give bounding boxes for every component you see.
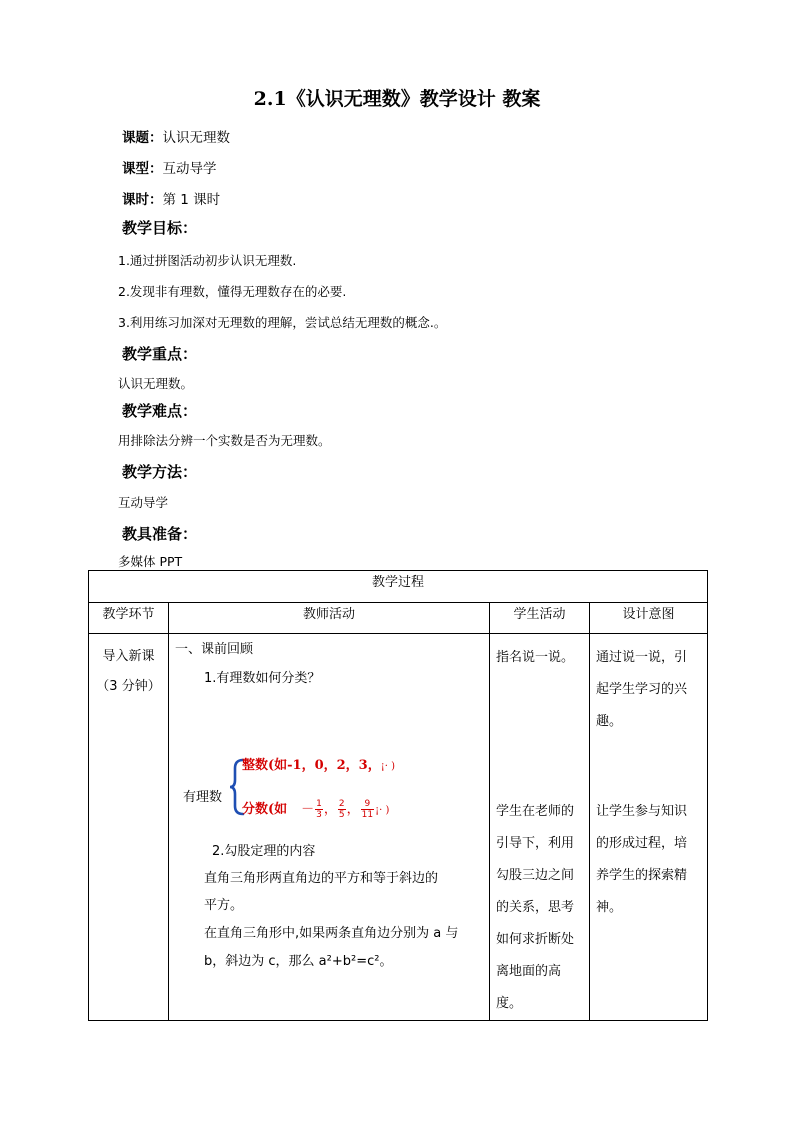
intent-line: 神。	[596, 900, 623, 915]
integers-text: 整数(如-1，0，2，3，	[242, 758, 381, 773]
key-text: 认识无理数。	[118, 376, 194, 391]
review-heading: 一、课前回顾	[175, 642, 254, 657]
fraction-denominator: 11	[361, 810, 374, 820]
table-row	[89, 634, 708, 1021]
tools-text: 多媒体 PPT	[118, 554, 183, 569]
difficult-text: 用排除法分辨一个实数是否为无理数。	[118, 433, 331, 448]
fraction-one-third	[315, 799, 323, 820]
goal-item: 1.通过拼图活动初步认识无理数.	[118, 253, 297, 268]
fractions-line: 分数(如 － $\frac{1}{3}$ ， $\frac{2}{5}$ ， $\frac{9}{11}$ ¡· )	[242, 799, 390, 820]
student-cell	[490, 634, 590, 1021]
student-line: 勾股三边之间	[496, 868, 575, 883]
method-text: 互动导学	[118, 495, 169, 510]
theorem-line: 直角三角形两直角边的平方和等于斜边的	[204, 871, 439, 886]
student-line: 如何求折断处	[496, 932, 575, 947]
fractions-ellipsis: ¡· )	[375, 805, 390, 816]
stage-cell	[89, 634, 169, 1021]
goals-heading: 教学目标：	[122, 219, 198, 237]
student-line: 离地面的高度。	[496, 964, 562, 1011]
fraction-numerator: 1	[316, 799, 322, 809]
student-activity-1: 指名说一说。	[496, 650, 575, 665]
question-2: 2.勾股定理的内容	[212, 844, 316, 859]
fraction-numerator: 2	[338, 799, 345, 809]
type-value: 互动导学	[162, 161, 217, 177]
integers-line	[242, 754, 395, 773]
theorem-line: b，斜边为 c，那么 a²+b²=c²。	[204, 954, 393, 969]
period-label: 课时：	[122, 192, 163, 208]
intent-line: 的形成过程，培	[596, 836, 688, 851]
intent-cell	[590, 634, 708, 1021]
fractions-text: 分数(如	[242, 802, 288, 817]
integers-ellipsis: ¡· )	[380, 761, 396, 772]
fraction-nine-elevenths	[361, 799, 374, 820]
goal-item: 3.利用练习加深对无理数的理解，尝试总结无理数的概念.。	[118, 315, 447, 330]
teacher-cell	[169, 634, 490, 1021]
rational-label: 有理数	[183, 790, 223, 805]
period-value: 第 1 课时	[162, 192, 221, 208]
period-line	[122, 188, 220, 208]
difficult-heading: 教学难点：	[122, 402, 198, 420]
goal-item: 2.发现非有理数，懂得无理数存在的必要.	[118, 284, 347, 299]
table-caption: 教学过程	[89, 571, 708, 603]
topic-line	[122, 126, 230, 146]
fraction-two-fifths	[338, 799, 346, 820]
intent-line: 养学生的探索精	[596, 868, 688, 883]
student-line: 的关系，思考	[496, 900, 575, 915]
method-heading: 教学方法：	[122, 463, 198, 481]
intent-line: 通过说一说，引	[596, 650, 688, 665]
lesson-process-table	[88, 570, 708, 1021]
type-label: 课型：	[122, 161, 163, 177]
fraction-denominator: 3	[316, 810, 322, 820]
header-stage: 教学环节	[89, 603, 169, 634]
theorem-line: 平方。	[204, 898, 244, 913]
stage-name: 导入新课	[102, 649, 155, 664]
student-activity-2	[496, 796, 584, 1020]
stage-time: （3 分钟）	[96, 679, 161, 694]
intent-2	[596, 796, 702, 924]
intent-line: 趣。	[596, 714, 623, 729]
key-heading: 教学重点：	[122, 345, 198, 363]
type-line	[122, 157, 217, 177]
intent-line: 起学生学习的兴	[596, 682, 688, 697]
page-title: 2.1《认识无理数》教学设计 教案	[253, 88, 541, 110]
table-header-row	[89, 603, 708, 634]
table-caption-row	[89, 571, 708, 603]
topic-value: 认识无理数	[162, 130, 230, 146]
intent-line: 让学生参与知识	[596, 804, 688, 819]
header-intent: 设计意图	[590, 603, 708, 634]
minus-sign: －	[301, 802, 315, 817]
topic-label: 课题：	[122, 130, 163, 146]
fraction-numerator: 9	[361, 799, 374, 810]
theorem-line: 在直角三角形中,如果两条直角边分别为 a 与	[204, 926, 459, 941]
fraction-denominator: 5	[338, 810, 345, 820]
tools-heading: 教具准备：	[122, 525, 198, 543]
question-1: 1.有理数如何分类？	[204, 671, 321, 686]
intent-1	[596, 642, 702, 738]
student-line: 学生在老师的	[496, 804, 575, 819]
header-teacher: 教师活动	[169, 603, 490, 634]
header-student: 学生活动	[490, 603, 590, 634]
student-line: 引导下，利用	[496, 836, 575, 851]
